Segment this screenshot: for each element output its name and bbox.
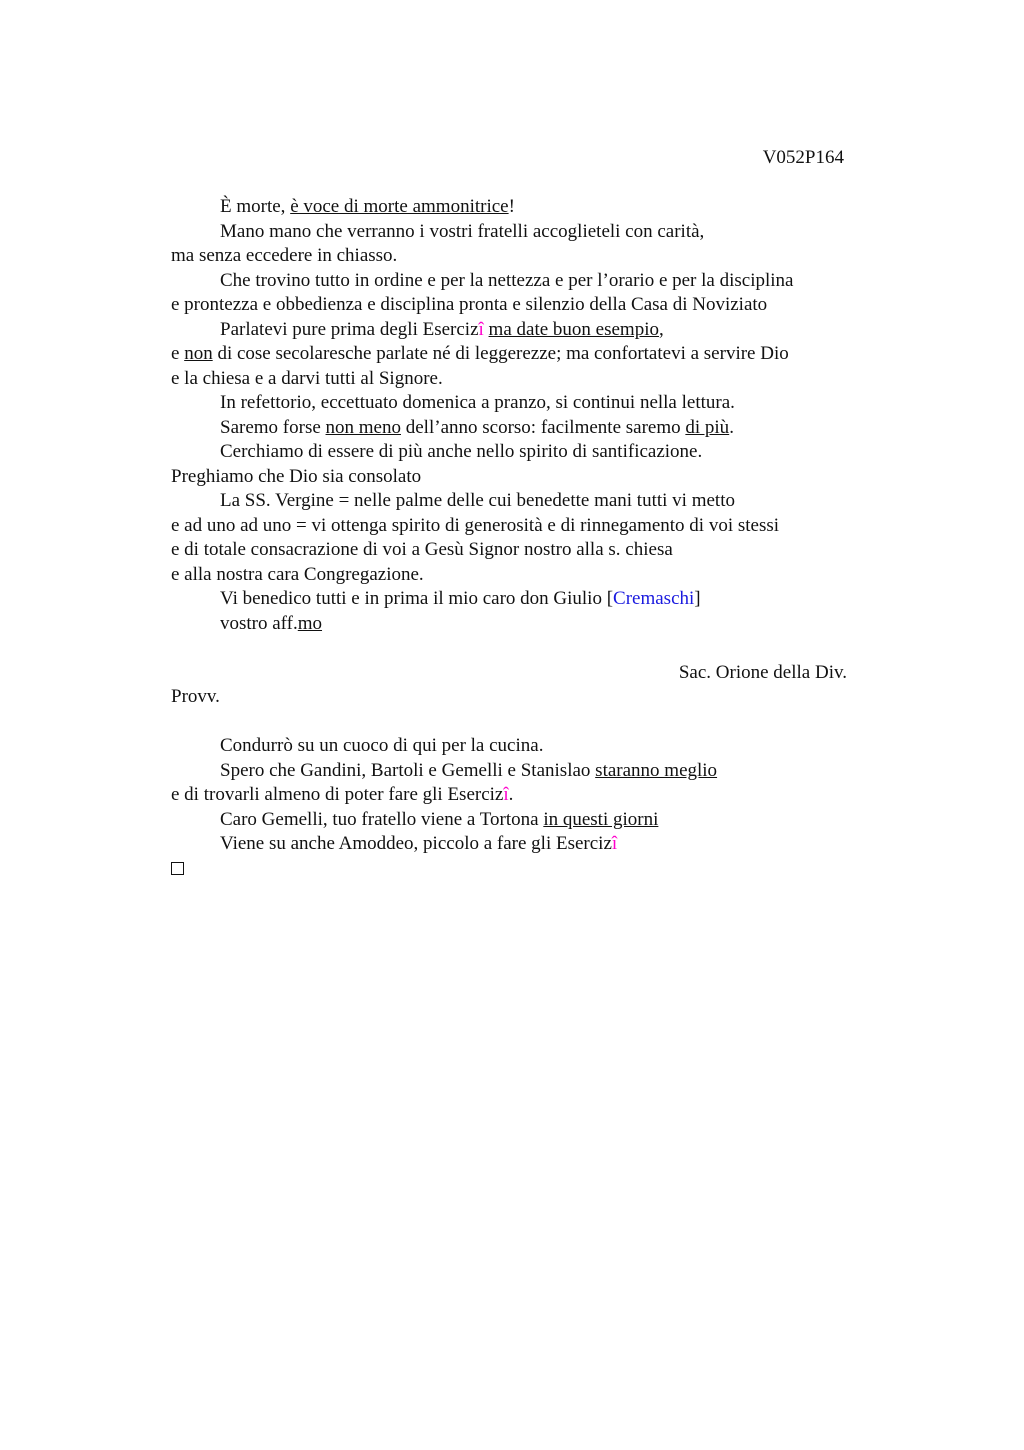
text-line: e prontezza e obbedienza e disciplina pronta e silenzio della Casa di Noviziato	[171, 294, 768, 315]
blank-line	[171, 710, 851, 735]
editorial-name: Cremaschi	[613, 588, 695, 609]
text-line: e non di cose secolaresche parlate né di leggerezze; ma confortatevi a servire Dio	[171, 343, 789, 364]
text-line: Cerchiamo di essere di più anche nello spirito di santificazione.	[220, 441, 703, 462]
text-line: e la chiesa e a darvi tutti al Signore.	[171, 367, 443, 389]
underlined-text: è voce di morte ammonitrice	[290, 196, 509, 217]
underlined-text: mo	[297, 612, 323, 634]
postscript-line: Caro Gemelli, tuo fratello viene a Tortona in questi giorni	[220, 808, 659, 830]
text-line: Che trovino tutto in ordine e per la nettezza e per l’orario e per la disciplina	[220, 269, 794, 291]
square-icon	[171, 862, 184, 875]
page-code: V052P164	[762, 147, 844, 168]
text-line: ma senza eccedere in chiasso.	[171, 245, 398, 266]
text-line: e di totale consacrazione di voi a Gesù Signor nostro alla s. chiesa	[171, 539, 673, 560]
text-line: Preghiamo che Dio sia consolato	[171, 465, 422, 487]
letter-body	[171, 195, 851, 881]
underlined-text: ma date buon esempio	[488, 318, 659, 340]
closing-line: vostro aff.mo	[220, 612, 323, 634]
postscript-line: Spero che Gandini, Bartoli e Gemelli e Stanislao staranno meglio	[220, 759, 718, 781]
text-line: La SS. Vergine = nelle palme delle cui benedette mani tutti vi metto	[220, 490, 735, 511]
underlined-text: di più	[685, 416, 730, 438]
signature-continuation: Provv.	[171, 686, 220, 707]
underlined-text: in questi giorni	[543, 808, 659, 830]
blank-line	[171, 636, 851, 661]
text-line: Saremo forse non meno dell’anno scorso: facilmente saremo di più.	[220, 416, 734, 438]
underlined-text: staranno meglio	[595, 759, 718, 781]
postscript-line: Condurrò su un cuoco di qui per la cucina.	[220, 735, 544, 756]
underlined-text: non	[184, 343, 213, 364]
text-line: Vi benedico tutti e in prima il mio caro don Giulio [Cremaschi]	[220, 588, 701, 609]
signature: Sac. Orione della Div.	[678, 661, 847, 683]
text-line: È morte, è voce di morte ammonitrice!	[220, 196, 515, 217]
postscript-line: Viene su anche Amoddeo, piccolo a fare gli Esercizî	[220, 833, 618, 854]
text-line: e ad uno ad uno = vi ottenga spirito di generosità e di rinnegamento di voi stessi	[171, 514, 780, 536]
end-marker	[171, 857, 851, 882]
text-line: Parlatevi pure prima degli Esercizî ma date buon esempio,	[220, 318, 664, 340]
text-line: Mano mano che verranno i vostri fratelli accoglieteli con carità,	[220, 220, 705, 242]
underlined-text: non meno	[325, 416, 401, 438]
text-line: In refettorio, eccettuato domenica a pranzo, si continui nella lettura.	[220, 392, 735, 413]
text-line: e alla nostra cara Congregazione.	[171, 563, 424, 585]
postscript-line: e di trovarli almeno di poter fare gli Esercizî.	[171, 784, 514, 805]
